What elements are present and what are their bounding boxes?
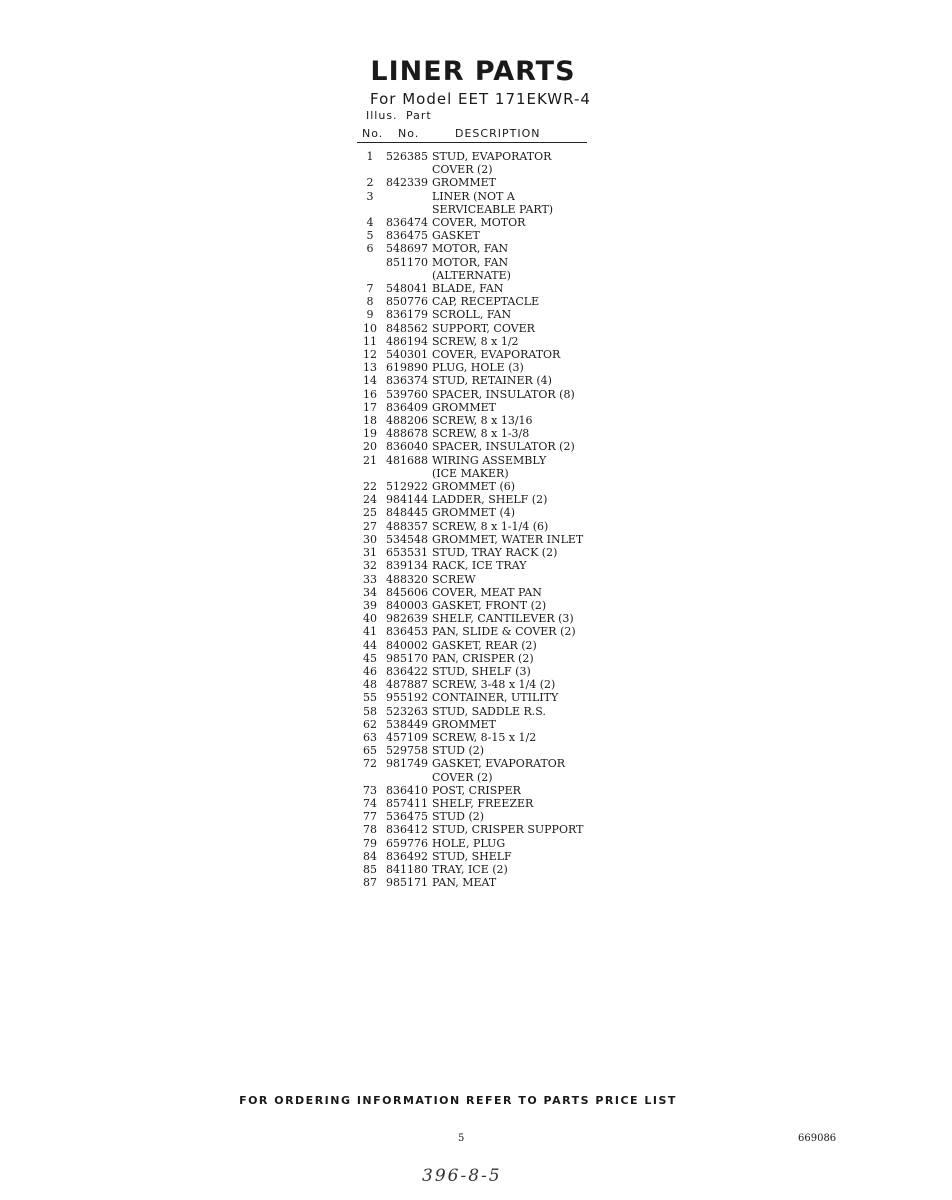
- description-cell: SCREW, 8 x 1-1/4 (6): [432, 519, 549, 533]
- description-cell: SCREW, 8 x 1-3/8: [432, 427, 530, 441]
- illus-no-cell: 41: [363, 625, 377, 639]
- part-no-cell: 842339: [386, 176, 428, 190]
- table-row: [358, 282, 618, 295]
- header-divider: [357, 142, 587, 143]
- illus-no-cell: 25: [363, 506, 377, 520]
- description-cell: COVER, MEAT PAN: [432, 585, 542, 599]
- illus-no-cell: 7: [366, 282, 374, 296]
- part-no-cell: 548041: [386, 282, 428, 296]
- table-row: [358, 176, 618, 189]
- illus-no-cell: 19: [363, 427, 377, 441]
- part-no-cell: [382, 163, 432, 176]
- illus-no-cell: [358, 467, 382, 480]
- illus-no-cell: 65: [363, 744, 377, 758]
- illus-no-cell: 77: [363, 810, 377, 824]
- page-number: 5: [458, 1133, 465, 1144]
- table-row: [358, 242, 618, 255]
- illus-no-cell: 48: [363, 678, 377, 692]
- description-cell: BLADE, FAN: [432, 282, 504, 296]
- illus-no-cell: 44: [363, 638, 377, 652]
- part-no-cell: 536475: [386, 810, 428, 824]
- header-illus: Illus.: [366, 109, 398, 122]
- description-cell: GROMMET (6): [432, 480, 516, 494]
- description-cell: SHELF, CANTILEVER (3): [432, 612, 574, 626]
- illus-no-cell: 72: [363, 757, 377, 771]
- document-number: 669086: [798, 1133, 837, 1144]
- illus-no-cell: 74: [363, 796, 377, 810]
- illus-no-cell: 8: [366, 295, 374, 309]
- description-cell: GASKET, EVAPORATOR: [432, 757, 566, 771]
- illus-no-cell: 17: [363, 400, 377, 414]
- table-row: [358, 361, 618, 374]
- table-row: [358, 388, 618, 401]
- table-row: [358, 625, 618, 638]
- table-row: [358, 256, 618, 269]
- part-no-cell: 486194: [386, 334, 428, 348]
- table-row: [358, 744, 618, 757]
- header-no-part: No.: [398, 127, 420, 140]
- illus-no-cell: [358, 771, 382, 784]
- description-cell: STUD, TRAY RACK (2): [432, 546, 558, 560]
- part-no-cell: 985170: [386, 651, 428, 665]
- table-row: [358, 427, 618, 440]
- table-row: [358, 269, 618, 282]
- part-no-cell: 481688: [386, 453, 428, 467]
- illus-no-cell: [358, 163, 382, 176]
- illus-no-cell: 45: [363, 651, 377, 665]
- table-row: [358, 823, 618, 836]
- description-cell: PAN, MEAT: [432, 876, 497, 890]
- part-no-cell: 836374: [386, 374, 428, 388]
- illus-no-cell: 18: [363, 414, 377, 428]
- illus-no-cell: 10: [363, 321, 377, 335]
- illus-no-cell: 21: [363, 453, 377, 467]
- description-cell: PAN, SLIDE & COVER (2): [432, 625, 576, 639]
- table-row: [358, 163, 618, 176]
- table-row: [358, 335, 618, 348]
- description-cell: GROMMET: [432, 176, 496, 190]
- description-cell: PAN, CRISPER (2): [432, 651, 534, 665]
- table-row: [358, 506, 618, 519]
- part-no-cell: 981749: [386, 757, 428, 771]
- part-no-cell: 984144: [386, 493, 428, 507]
- handwritten-note: 396-8-5: [422, 1166, 502, 1186]
- illus-no-cell: 4: [366, 216, 374, 230]
- description-cell: STUD, RETAINER (4): [432, 374, 552, 388]
- table-row: [358, 150, 618, 163]
- table-row: [358, 216, 618, 229]
- table-row: [358, 295, 618, 308]
- table-row: [358, 837, 618, 850]
- part-no-cell: 512922: [386, 480, 428, 494]
- table-row: [358, 454, 618, 467]
- table-row: [358, 665, 618, 678]
- description-cell: COVER (2): [432, 163, 493, 177]
- table-row: [358, 229, 618, 242]
- description-cell: SCROLL, FAN: [432, 308, 512, 322]
- illus-no-cell: 63: [363, 730, 377, 744]
- part-no-cell: 534548: [386, 532, 428, 546]
- description-cell: STUD (2): [432, 810, 485, 824]
- description-cell: SCREW: [432, 572, 476, 586]
- illus-no-cell: 39: [363, 598, 377, 612]
- page-subtitle: For Model EET 171EKWR-4: [370, 90, 591, 108]
- description-cell: LADDER, SHELF (2): [432, 493, 548, 507]
- page-title: LINER PARTS: [370, 56, 576, 87]
- illus-no-cell: 46: [363, 664, 377, 678]
- part-no-cell: 619890: [386, 361, 428, 375]
- table-row: [358, 731, 618, 744]
- part-no-cell: 836040: [386, 440, 428, 454]
- table-row: [358, 863, 618, 876]
- illus-no-cell: 84: [363, 849, 377, 863]
- table-row: [358, 586, 618, 599]
- part-no-cell: [382, 190, 432, 203]
- description-cell: GASKET, FRONT (2): [432, 598, 547, 612]
- illus-no-cell: 78: [363, 823, 377, 837]
- illus-no-cell: 22: [363, 480, 377, 494]
- ordering-footer: FOR ORDERING INFORMATION REFER TO PARTS PRICE LIST: [239, 1094, 677, 1107]
- illus-no-cell: 85: [363, 862, 377, 876]
- table-row: [358, 810, 618, 823]
- part-no-cell: 836409: [386, 400, 428, 414]
- table-row: [358, 348, 618, 361]
- part-no-cell: 841180: [386, 862, 428, 876]
- illus-no-cell: 30: [363, 532, 377, 546]
- illus-no-cell: [358, 269, 382, 282]
- illus-no-cell: [358, 203, 382, 216]
- illus-no-cell: 14: [363, 374, 377, 388]
- part-no-cell: 548697: [386, 242, 428, 256]
- part-no-cell: 523263: [386, 704, 428, 718]
- part-no-cell: 653531: [386, 546, 428, 560]
- illus-no-cell: 32: [363, 559, 377, 573]
- header-no-illus: No.: [362, 127, 384, 140]
- part-no-cell: 840003: [386, 598, 428, 612]
- part-no-cell: 836474: [386, 216, 428, 230]
- illus-no-cell: 34: [363, 585, 377, 599]
- table-row: [358, 797, 618, 810]
- illus-no-cell: 27: [363, 519, 377, 533]
- part-no-cell: 659776: [386, 836, 428, 850]
- part-no-cell: 836410: [386, 783, 428, 797]
- illus-no-cell: 79: [363, 836, 377, 850]
- description-cell: CAP, RECEPTACLE: [432, 295, 540, 309]
- part-no-cell: 488357: [386, 519, 428, 533]
- table-row: [358, 520, 618, 533]
- table-row: [358, 203, 618, 216]
- description-cell: RACK, ICE TRAY: [432, 559, 527, 573]
- table-row: [358, 322, 618, 335]
- table-row: [358, 599, 618, 612]
- description-cell: GASKET: [432, 229, 480, 243]
- part-no-cell: 836422: [386, 664, 428, 678]
- description-cell: SHELF, FREEZER: [432, 796, 534, 810]
- description-cell: SUPPORT, COVER: [432, 321, 535, 335]
- table-row: [358, 308, 618, 321]
- illus-no-cell: 20: [363, 440, 377, 454]
- table-row: [358, 374, 618, 387]
- header-part: Part: [406, 109, 432, 122]
- description-cell: STUD, CRISPER SUPPORT: [432, 823, 584, 837]
- illus-no-cell: 24: [363, 493, 377, 507]
- illus-no-cell: 3: [366, 189, 374, 203]
- illus-no-cell: 2: [366, 176, 374, 190]
- part-no-cell: 851170: [386, 255, 428, 269]
- table-row: [358, 705, 618, 718]
- part-no-cell: 845606: [386, 585, 428, 599]
- part-no-cell: 488320: [386, 572, 428, 586]
- illus-no-cell: 62: [363, 717, 377, 731]
- part-no-cell: 955192: [386, 691, 428, 705]
- header-description: DESCRIPTION: [455, 127, 541, 140]
- table-row: [358, 414, 618, 427]
- part-no-cell: 836492: [386, 849, 428, 863]
- description-cell: LINER (NOT A: [432, 189, 515, 203]
- part-no-cell: 848445: [386, 506, 428, 520]
- description-cell: WIRING ASSEMBLY: [432, 453, 547, 467]
- table-row: [358, 493, 618, 506]
- description-cell: COVER (2): [432, 770, 493, 784]
- part-no-cell: 836453: [386, 625, 428, 639]
- part-no-cell: 526385: [386, 150, 428, 163]
- description-cell: CONTAINER, UTILITY: [432, 691, 559, 705]
- part-no-cell: [382, 203, 432, 216]
- illus-no-cell: 16: [363, 387, 377, 401]
- part-no-cell: 836412: [386, 823, 428, 837]
- parts-table: [358, 150, 618, 889]
- illus-no-cell: 33: [363, 572, 377, 586]
- table-row: [358, 612, 618, 625]
- table-row: [358, 559, 618, 572]
- description-cell: (ICE MAKER): [432, 466, 509, 480]
- table-row: [358, 401, 618, 414]
- illus-no-cell: 9: [366, 308, 374, 322]
- part-no-cell: 488678: [386, 427, 428, 441]
- table-row: [358, 718, 618, 731]
- table-row: [358, 440, 618, 453]
- table-row: [358, 533, 618, 546]
- description-cell: STUD, SHELF (3): [432, 664, 531, 678]
- description-cell: SCREW, 8-15 x 1/2: [432, 730, 537, 744]
- part-no-cell: 848562: [386, 321, 428, 335]
- description-cell: SPACER, INSULATOR (2): [432, 440, 575, 454]
- part-no-cell: [382, 771, 432, 784]
- illus-no-cell: 11: [363, 334, 377, 348]
- part-no-cell: 539760: [386, 387, 428, 401]
- table-row: [358, 771, 618, 784]
- description-cell: MOTOR, FAN: [432, 242, 509, 256]
- description-cell: GROMMET (4): [432, 506, 516, 520]
- description-cell: SCREW, 8 x 13/16: [432, 414, 533, 428]
- description-cell: SERVICEABLE PART): [432, 202, 554, 216]
- part-no-cell: [382, 269, 432, 282]
- description-cell: HOLE, PLUG: [432, 836, 506, 850]
- illus-no-cell: 55: [363, 691, 377, 705]
- part-no-cell: 840002: [386, 638, 428, 652]
- illus-no-cell: 12: [363, 348, 377, 362]
- part-no-cell: 857411: [386, 796, 428, 810]
- table-row: [358, 652, 618, 665]
- description-cell: GROMMET: [432, 400, 496, 414]
- part-no-cell: [382, 467, 432, 480]
- description-cell: STUD, EVAPORATOR: [432, 150, 552, 163]
- description-cell: COVER, MOTOR: [432, 216, 526, 230]
- description-cell: GROMMET: [432, 717, 496, 731]
- description-cell: GROMMET, WATER INLET: [432, 532, 584, 546]
- part-no-cell: 836475: [386, 229, 428, 243]
- description-cell: SPACER, INSULATOR (8): [432, 387, 575, 401]
- illus-no-cell: 1: [366, 150, 374, 163]
- part-no-cell: 529758: [386, 744, 428, 758]
- table-row: [358, 691, 618, 704]
- illus-no-cell: [358, 256, 382, 269]
- illus-no-cell: 6: [366, 242, 374, 256]
- description-cell: COVER, EVAPORATOR: [432, 348, 561, 362]
- description-cell: STUD, SADDLE R.S.: [432, 704, 546, 718]
- part-no-cell: 457109: [386, 730, 428, 744]
- table-row: [358, 480, 618, 493]
- description-cell: STUD (2): [432, 744, 485, 758]
- part-no-cell: 538449: [386, 717, 428, 731]
- part-no-cell: 836179: [386, 308, 428, 322]
- description-cell: POST, CRISPER: [432, 783, 521, 797]
- description-cell: (ALTERNATE): [432, 268, 511, 282]
- part-no-cell: 982639: [386, 612, 428, 626]
- table-row: [358, 573, 618, 586]
- part-no-cell: 540301: [386, 348, 428, 362]
- table-row: [358, 850, 618, 863]
- description-cell: SCREW, 3-48 x 1/4 (2): [432, 678, 556, 692]
- part-no-cell: 850776: [386, 295, 428, 309]
- description-cell: PLUG, HOLE (3): [432, 361, 524, 375]
- table-row: [358, 784, 618, 797]
- table-row: [358, 467, 618, 480]
- illus-no-cell: 73: [363, 783, 377, 797]
- part-no-cell: 488206: [386, 414, 428, 428]
- illus-no-cell: 40: [363, 612, 377, 626]
- table-row: [358, 639, 618, 652]
- illus-no-cell: 87: [363, 876, 377, 890]
- table-row: [358, 190, 618, 203]
- description-cell: MOTOR, FAN: [432, 255, 509, 269]
- illus-no-cell: 5: [366, 229, 374, 243]
- description-cell: SCREW, 8 x 1/2: [432, 334, 519, 348]
- part-no-cell: 985171: [386, 876, 428, 890]
- part-no-cell: 487887: [386, 678, 428, 692]
- table-row: [358, 876, 618, 889]
- description-cell: GASKET, REAR (2): [432, 638, 537, 652]
- part-no-cell: 839134: [386, 559, 428, 573]
- illus-no-cell: 31: [363, 546, 377, 560]
- illus-no-cell: 58: [363, 704, 377, 718]
- description-cell: STUD, SHELF: [432, 849, 512, 863]
- description-cell: TRAY, ICE (2): [432, 862, 508, 876]
- illus-no-cell: 13: [363, 361, 377, 375]
- table-row: [358, 678, 618, 691]
- table-row: [358, 546, 618, 559]
- table-row: [358, 757, 618, 770]
